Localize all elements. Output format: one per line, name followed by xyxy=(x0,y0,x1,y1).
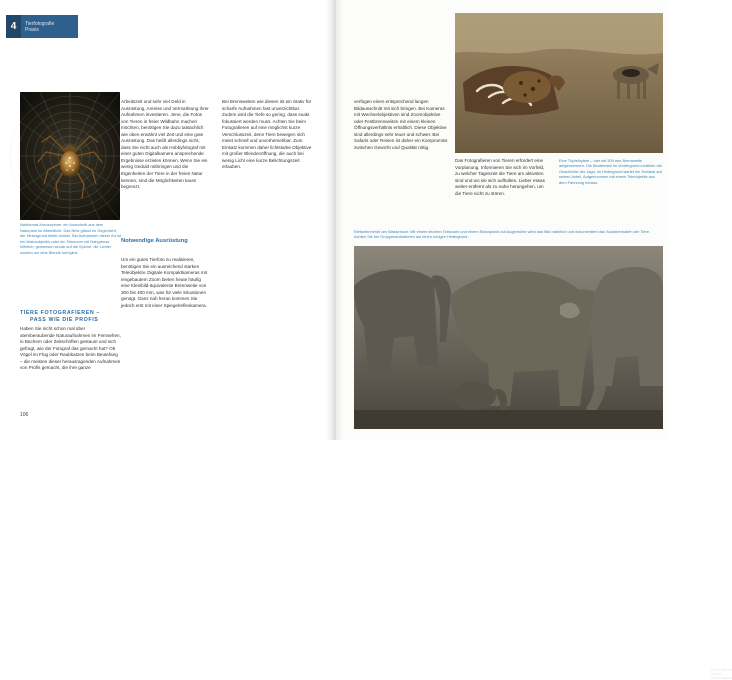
section-heading-line1: TIERE FOTOGRAFIEREN – xyxy=(20,310,100,316)
elephant-illustration xyxy=(354,246,663,429)
spider-photo xyxy=(20,92,120,220)
hyena-photo xyxy=(455,13,663,153)
hyena-photo-caption: Eine Tüpfelhyäne – hier mit 300 mm Brennweite aufgenommen. Die Beutereste im Vordergrund erzählen die Geschichte der Jagd, im Hintergrund wartet ein Schakal auf seinen Anteil. Aufgenommen mit einem Teleobjektiv aus dem Fahrzeug heraus. xyxy=(559,158,662,185)
body-column-4: verfügen einen entsprechend langen Bildausschnitt mit sich bringen. Bei Kameras mit Wechselobjektiven sind Zoomobjektive oder Festbrennweiten mit einem kleinen Öffnungsverhältnis erhältlich. Diese Objektive sind allerdings sehr teuer und schwer. Bei Safaris oder Reisen ist daher ein Kompromiss zwischen Gewicht und Qualität nötig. xyxy=(354,99,448,150)
spider-illustration xyxy=(20,92,120,220)
elephant-photo-label: Elefanten im Tsavo-Nationalpark xyxy=(711,668,732,680)
chapter-number: 4 xyxy=(6,15,21,38)
subheading-equipment: Notwendige Ausrüstung xyxy=(121,238,188,244)
chapter-title-line2: Praxis xyxy=(25,26,39,33)
section-heading-line2: PASS WIE DIE PROFIS xyxy=(30,316,99,323)
page-number-left: 106 xyxy=(20,412,29,418)
body-column-1: Haben Sie nicht schon mal über atemberaubende Naturaufnahmen im Fernsehen, in Büchern oder Zeitschriften gestaunt und sich gefragt, wie der Fotograf das gemacht hat? Ob Vögel im Flug oder Raubkatzen beim Beutefang – die meisten dieser herausragenden Aufnahmen von Profis gemacht, die ihre ganze xyxy=(20,326,121,371)
chapter-tab xyxy=(6,15,78,38)
spider-photo-caption: Nahformat-Kreuzspinne: ein Ausschnitt aus dem Naturpark im Abendlicht. Das Netz glänzt im Gegenlicht, der Hintergrund bleibt dunkel. Bei Aufnahmen dieser Art ist ein Makroobjektiv oder ein Telezoom mit Nahgrenze hilfreich; gemessen wurde auf die Spinne, die Lichter wurden um eine Blende korrigiert. xyxy=(20,222,121,255)
elephant-photo-caption: Elefantenherde am Wasserloch: Mit einem leichten Telezoom und einem Standpunkt auf Augenhöhe wirkt das Bild natürlich und dokumentiert das Sozialverhalten der Tiere. Achten Sie bei Gruppenaufnahmen auf einen ruhigen Hintergrund. xyxy=(354,229,651,240)
section-heading xyxy=(20,310,121,324)
chapter-title xyxy=(21,21,54,33)
chapter-title-line1: Tierfotografie xyxy=(25,20,55,27)
elephant-photo xyxy=(354,246,732,680)
body-column-2: Arbeitszeit und sehr viel Geld in Ausrüstung, Anreise und Vermarktung ihrer Aufnahmen investieren. Jene, die Fotos von Tieren in freier Wildbahn machen möchten, benötigen Sie dazu tatsächlich wie oben erwähnt viel Zeit und eine gute Ausrüstung. Das heißt allerdings nicht, dass Sie nicht auch als Hobbyfotograf mit einer guten Digitalkamera ansprechende Ergebnisse erzielen können. Wenn Sie ein wenig Geduld mitbringen und die Eigenheiten der Tiere in der freien Natur kennen, sind die Möglichkeiten kaum begrenzt. xyxy=(121,99,209,190)
body-column-2b: Um ein gutes Tierfoto zu realisieren, benötigen Sie ein ausreichend starkes Teleobjektiv. Digitale Kompaktkameras mit eingebautem Zoom bieten heute häufig eine Kleinbild-äquivalente Brennweite von 300 bis 400 mm, was für viele Situationen genügt. Ganz nah heran kommen Sie jedoch erst mit einer Spiegelreflexkamera. xyxy=(121,257,207,308)
book-gutter xyxy=(326,0,344,440)
body-column-5: Das Fotografieren von Tieren erfordert eine Vorplanung. Informieren Sie sich im Vorfeld, zu welcher Tageszeit die Tiere am aktivsten sind und wo sie sich aufhalten. Lieber etwas weiter entfernt als zu nahe herangehen, um die Tiere nicht zu stören. xyxy=(455,158,545,196)
body-column-3: Bei Brennweiten wie diesen ist ein Stativ für scharfe Aufnahmen fast unverzichtbar. Zudem wird die Tiefe so gering, dass exakt fokussiert werden muss. Achten Sie beim Fotografieren auf eine möglichst kurze Verschlusszeit, denn Tiere bewegen sich meist schnell und unvorhersehbar. Zum Einsatz kommen daher lichtstarke Objektive mit großer Blendenöffnung, die auch bei wenig Licht eine kurze Belichtungszeit erlauben. xyxy=(222,99,312,170)
hyena-illustration xyxy=(455,13,663,153)
